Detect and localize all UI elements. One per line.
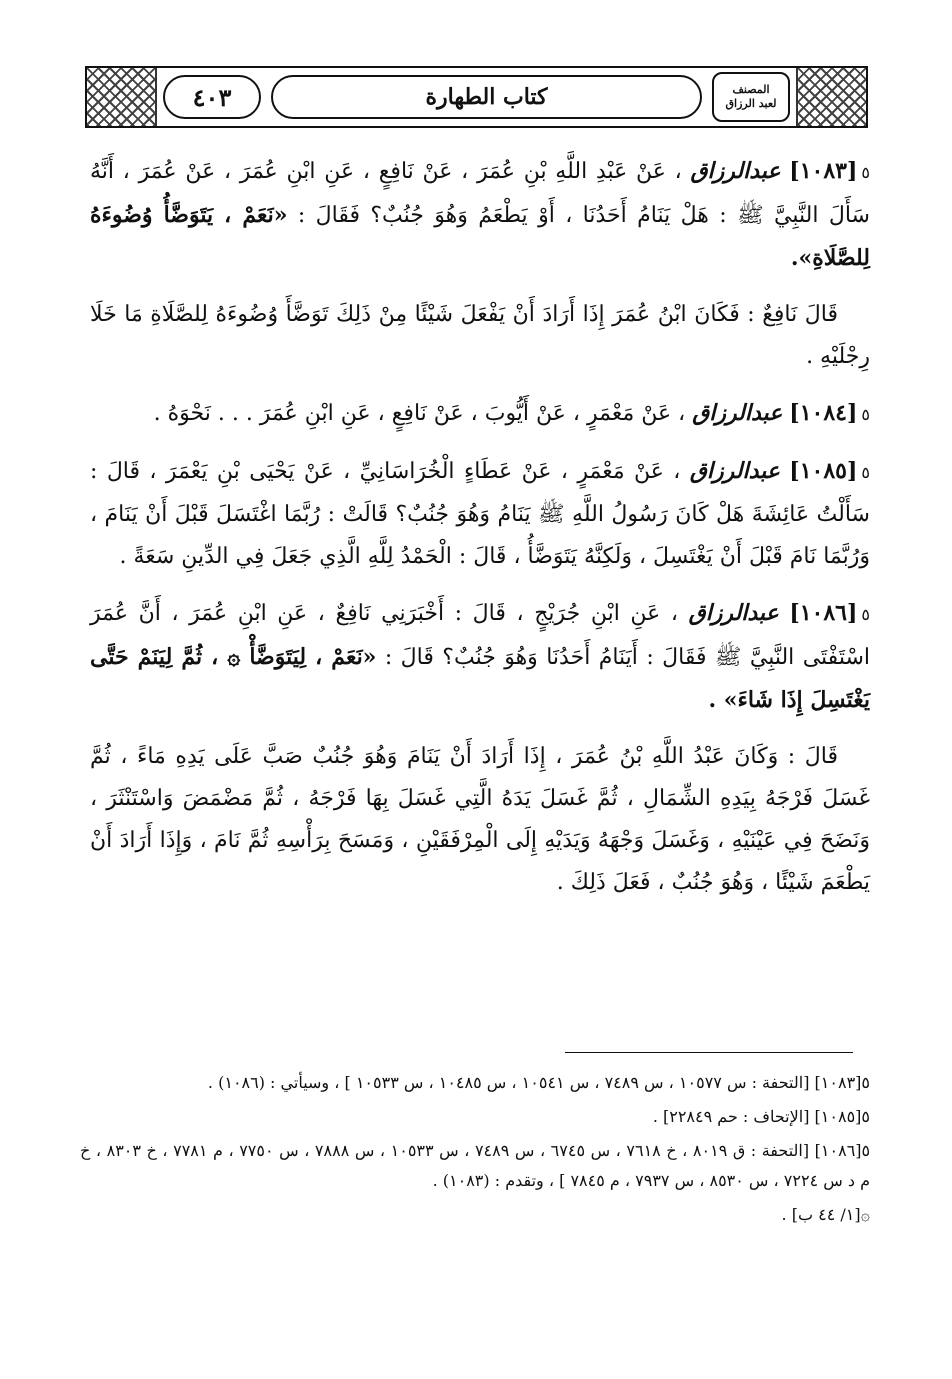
- hadith-marker: ٥: [861, 605, 871, 624]
- hadith-quote: «نَعَمْ ، لِيَتَوَضَّأْ ۞ ، ثُمَّ لِيَنَمْ حَتَّى يَغْتَسِلَ إِذَا شَاءَ» .: [90, 644, 870, 713]
- hadith-author: عبدالرزاق: [690, 158, 781, 184]
- logo-line-2: لعبد الرزاق: [725, 97, 777, 110]
- hadith-1083: [90, 150, 870, 280]
- left-ornament: [87, 68, 157, 126]
- hadith-number: [١٠٨٤]: [789, 400, 858, 426]
- ibn-umar-practice: [90, 736, 870, 904]
- hadith-number: [١٠٨٣]: [789, 158, 858, 184]
- hadith-text: ، عَنْ مَعْمَرٍ ، عَنْ عَطَاءٍ الْخُرَاسَانِيِّ ، عَنْ يَحْيَى بْنِ يَعْمَرَ ، قَالَ : سَأَلْتُ عَائِشَةَ هَلْ كَانَ رَسُولُ اللَّهِ ﷺ يَنَامُ وَهُوَ جُنُبٌ؟ قَالَتْ : رُبَّمَا اغْتَسَلَ قَبْلَ أَنْ يَنَامَ ، وَرُبَّمَا نَامَ قَبْلَ أَنْ يَغْتَسِلَ ، وَلَكِنَّهُ يَتَوَضَّأُ ، قَالَ : الْحَمْدُ لِلَّهِ الَّذِي جَعَلَ فِي الدِّينِ سَعَةً .: [90, 459, 870, 569]
- footnote-page-ref: ۞[١/ ٤٤ ب] .: [781, 1205, 870, 1224]
- hadith-author: عبدالرزاق: [688, 600, 779, 626]
- hadith-number: [١٠٨٥]: [789, 458, 858, 484]
- hadith-number: [١٠٨٦]: [789, 600, 858, 626]
- hadith-1086: [90, 592, 870, 722]
- page-header: [85, 66, 868, 128]
- main-text: [90, 150, 870, 918]
- hadith-1085: [90, 450, 870, 578]
- footnote-divider: [565, 1052, 853, 1053]
- footnote-1083: ٥[١٠٨٣] [التحفة : س ١٠٥٧٧ ، س ٧٤٨٩ ، س ١٠٥٤١ ، س ١٠٤٨٥ ، س ١٠٥٣٣ ] ، وسيأتي : (١٠٨٦) .: [207, 1073, 870, 1092]
- hadith-quote: «نَعَمْ ، يَتَوَضَّأُ وُضُوءَهُ لِلصَّلَاةِ».: [90, 202, 870, 271]
- nafi-comment: [90, 294, 870, 378]
- hadith-author: عبدالرزاق: [689, 458, 780, 484]
- practice-text: قَالَ : وَكَانَ عَبْدُ اللَّهِ بْنُ عُمَرَ ، إِذَا أَرَادَ أَنْ يَنَامَ وَهُوَ جُنُبٌ صَبَّ عَلَى يَدِهِ مَاءً ، ثُمَّ غَسَلَ فَرْجَهُ بِيَدِهِ الشِّمَالِ ، ثُمَّ غَسَلَ يَدَهُ الَّتِي غَسَلَ بِهَا فَرْجَهُ ، ثُمَّ مَضْمَضَ وَاسْتَنْثَرَ ، وَنَضَحَ فِي عَيْنَيْهِ ، وَغَسَلَ وَجْهَهُ وَيَدَيْهِ إِلَى الْمِرْفَقَيْنِ ، وَمَسَحَ بِرَأْسِهِ ثُمَّ نَامَ ، وَإِذَا أَرَادَ أَنْ يَطْعَمَ شَيْئًا ، وَهُوَ جُنُبٌ ، فَعَلَ ذَلِكَ .: [90, 744, 870, 895]
- hadith-text: ، عَنِ ابْنِ جُرَيْجٍ ، قَالَ : أَخْبَرَنِي نَافِعٌ ، عَنِ ابْنِ عُمَرَ ، أَنَّ عُمَرَ اسْتَفْتَى النَّبِيَّ ﷺ فَقَالَ : أَيَنَامُ أَحَدُنَا وَهُوَ جُنُبٌ؟ قَالَ :: [90, 601, 870, 670]
- page-number: ٤٠٣: [163, 75, 261, 119]
- footnotes: [80, 1068, 870, 1234]
- hadith-text: ، عَنْ مَعْمَرٍ ، عَنْ أَيُّوبَ ، عَنْ نَافِعٍ ، عَنِ ابْنِ عُمَرَ . . . نَحْوَهُ .: [153, 401, 686, 426]
- chapter-title: كتاب الطهارة: [271, 75, 702, 119]
- hadith-marker: ٥: [861, 163, 870, 182]
- footnote-1085: ٥[١٠٨٥] [الإتحاف : حم ٢٢٨٤٩] .: [652, 1107, 870, 1126]
- right-ornament: [796, 68, 866, 126]
- hadith-author: عبدالرزاق: [692, 400, 783, 426]
- book-logo: [712, 72, 790, 122]
- hadith-1084: [90, 392, 870, 436]
- hadith-marker: ٥: [861, 463, 870, 482]
- hadith-marker: ٥: [861, 405, 870, 424]
- logo-line-1: المصنف: [732, 83, 770, 96]
- comment-text: قَالَ نَافِعٌ : فَكَانَ ابْنُ عُمَرَ إِذَا أَرَادَ أَنْ يَفْعَلَ شَيْئًا مِنْ ذَلِكَ تَوَضَّأَ وُضُوءَهُ لِلصَّلَاةِ مَا خَلَا رِجْلَيْهِ .: [90, 302, 870, 369]
- footnote-1086: ٥[١٠٨٦] [التحفة : ق ٨٠١٩ ، خ ٧٦١٨ ، س ٦٧٤٥ ، س ٧٤٨٩ ، س ١٠٥٣٣ ، س ٧٨٨٨ ، س ٧٧٥٠ ، م ٧٧٨١ ، خ ٨٣٠٣ ، خ م د س ٧٢٢٤ ، س ٨٥٣٠ ، س ٧٩٣٧ ، م ٧٨٤٥ ] ، وتقدم : (١٠٨٣) .: [80, 1141, 871, 1190]
- hadith-text: ، عَنْ عَبْدِ اللَّهِ بْنِ عُمَرَ ، عَنْ نَافِعٍ ، عَنِ ابْنِ عُمَرَ ، عَنْ عُمَرَ ، أَنَّهُ سَأَلَ النَّبِيَّ ﷺ : هَلْ يَنَامُ أَحَدُنَا ، أَوْ يَطْعَمُ وَهُوَ جُنُبٌ؟ فَقَالَ :: [90, 159, 870, 228]
